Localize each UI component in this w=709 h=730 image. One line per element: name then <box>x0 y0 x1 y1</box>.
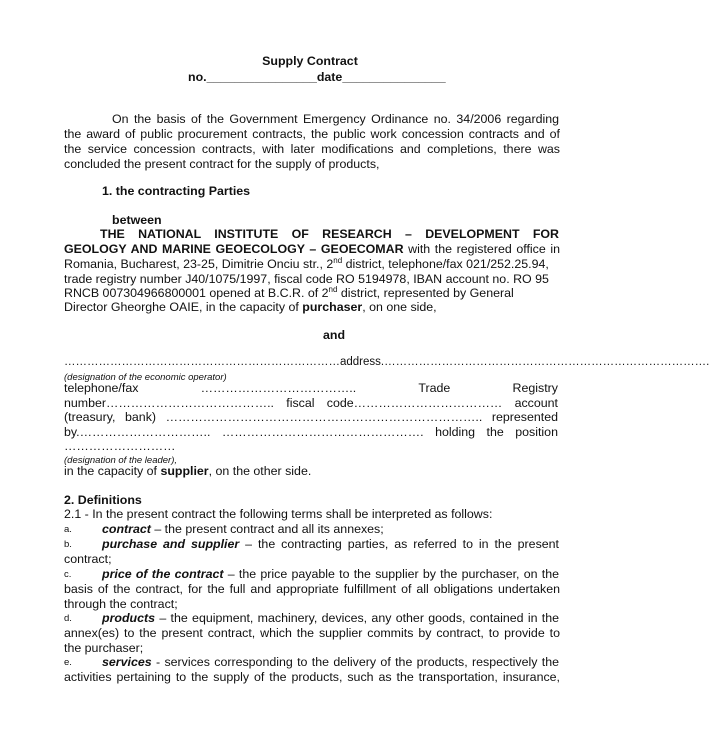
institute-name: GEOLOGY AND MARINE GEOECOLOGY – GEOECOMAR <box>64 242 404 256</box>
ordinal-sup: nd <box>333 255 343 265</box>
supplier-role: supplier <box>160 464 209 478</box>
purchaser-role: purchaser <box>302 300 363 314</box>
definition-text: – the equipment, machinery, devices, any other goods, contained in the <box>155 611 559 625</box>
definition-text: - services corresponding to the delivery of the products, respectively the <box>151 655 559 669</box>
the-label: the <box>486 425 504 439</box>
party1-side: , on one side, <box>362 300 437 314</box>
definition-continuation: activities pertaining to the supply of the products, such as the transportation, insurance, <box>64 670 560 684</box>
definition-item-a <box>102 522 384 537</box>
definition-text: – the contracting parties, as referred to in the present <box>239 537 559 551</box>
item-letter: d. <box>64 613 72 624</box>
party1-line-2-rest: with the registered office in <box>403 242 560 256</box>
item-letter: a. <box>64 524 72 535</box>
definition-term: purchase and supplier <box>102 537 240 551</box>
party1-account: RNCB 007304966800001 opened at B.C.R. of 2 <box>64 286 329 300</box>
item-letter: e. <box>64 657 72 668</box>
item-letter: b. <box>64 539 72 550</box>
between-label: between <box>112 213 162 227</box>
ordinal-sup: nd <box>328 284 338 294</box>
intro-line-4: concluded the present contract for the supply of products, <box>64 157 380 171</box>
section-2-heading: 2. Definitions <box>64 493 142 507</box>
treasury-label: (treasury, <box>64 410 116 424</box>
party2-address-line: ………………………………………………………………address.…………………………………………………………………………. <box>64 356 709 368</box>
intro-line-3: the service concession contracts, with later modifications and completions, there was <box>64 142 560 156</box>
intro-line-2: the award of public procurement contracts, the public work concession contracts and of <box>64 127 560 141</box>
definition-continuation: basis of the contract, for the full and appropriate fulfillment of all obligations undertaken <box>64 582 560 596</box>
definition-item-c <box>102 567 559 582</box>
supplier-capacity-line <box>64 464 560 479</box>
holding-label: holding <box>435 425 476 439</box>
definition-item-b <box>102 537 559 552</box>
party2-row-2 <box>64 396 558 411</box>
party1-line-6 <box>64 300 560 315</box>
party1-address: Romania, Bucharest, 23-25, Dimitrie Onciu str., 2 <box>64 257 334 271</box>
telephone-label: telephone/fax <box>64 381 139 395</box>
other-side-text: , on the other side. <box>208 464 312 478</box>
definition-text: – the present contract and all its annexes; <box>150 522 384 536</box>
position-blank: ……………………… <box>64 439 176 453</box>
represented-by-blank: by.………………………….. <box>64 425 211 439</box>
represented-label: represented <box>491 410 558 424</box>
party2-row-1 <box>64 381 558 396</box>
leader-note: (designation of the leader), <box>64 455 178 466</box>
definition-continuation: contract; <box>64 552 112 566</box>
party1-director: Director Gheorghe OAIE, in the capacity of <box>64 300 303 314</box>
registry-number-blank: number………………………………….. <box>64 396 274 410</box>
contract-number-line: no.________________date_______________ <box>188 70 446 84</box>
definition-term: products <box>102 611 156 625</box>
party1-line-4: trade registry number J40/1075/1997, fiscal code RO 5194978, IBAN account no. RO 95 <box>64 272 549 286</box>
definition-item-d <box>102 611 559 626</box>
intro-line-1: On the basis of the Government Emergency Ordinance no. 34/2006 regarding <box>112 112 559 126</box>
definition-continuation: annex(es) to the present contract, which the supplier commits by contract, to provide to <box>64 626 560 640</box>
registry-label: Registry <box>512 381 558 395</box>
trade-label: Trade <box>418 381 451 395</box>
section-1-heading: 1. the contracting Parties <box>102 184 251 198</box>
definitions-intro: 2.1 - In the present contract the following terms shall be interpreted as follows: <box>64 507 493 521</box>
definition-term: services <box>102 655 152 669</box>
party1-line-1: THE NATIONAL INSTITUTE OF RESEARCH – DEVELOPMENT FOR <box>100 227 559 241</box>
party2-row-4 <box>64 425 558 440</box>
party1-line-3 <box>64 257 560 272</box>
party2-row-3 <box>64 410 558 425</box>
economic-operator-note: (designation of the economic operator) <box>64 372 227 383</box>
party1-phone: district, telephone/fax 021/252.25.94, <box>342 257 549 271</box>
contract-title: Supply Contract <box>262 54 358 68</box>
account-label: account <box>514 396 558 410</box>
item-letter: c. <box>64 569 72 580</box>
and-label: and <box>323 328 346 342</box>
party1-line-2 <box>64 242 560 257</box>
definition-term: contract <box>102 522 151 536</box>
party1-represented: district, represented by General <box>337 286 514 300</box>
account-blank: ………………………………………………………………….. <box>165 410 483 424</box>
telephone-blank: ……………………………….. <box>200 381 357 395</box>
definition-term: price of the contract <box>102 567 224 581</box>
position-label: position <box>515 425 558 439</box>
party1-line-5 <box>64 286 560 301</box>
definition-text: – the price payable to the supplier by the purchaser, on the <box>223 567 560 581</box>
definition-item-e <box>102 655 559 670</box>
capacity-text: in the capacity of <box>64 464 161 478</box>
definition-continuation: the purchaser; <box>64 641 144 655</box>
fiscal-code-blank: code……………………………… <box>326 396 503 410</box>
definition-continuation: through the contract; <box>64 597 178 611</box>
name-blank: …………………………………………. <box>221 425 424 439</box>
fiscal-label: fiscal <box>286 396 315 410</box>
bank-label: bank) <box>125 410 157 424</box>
